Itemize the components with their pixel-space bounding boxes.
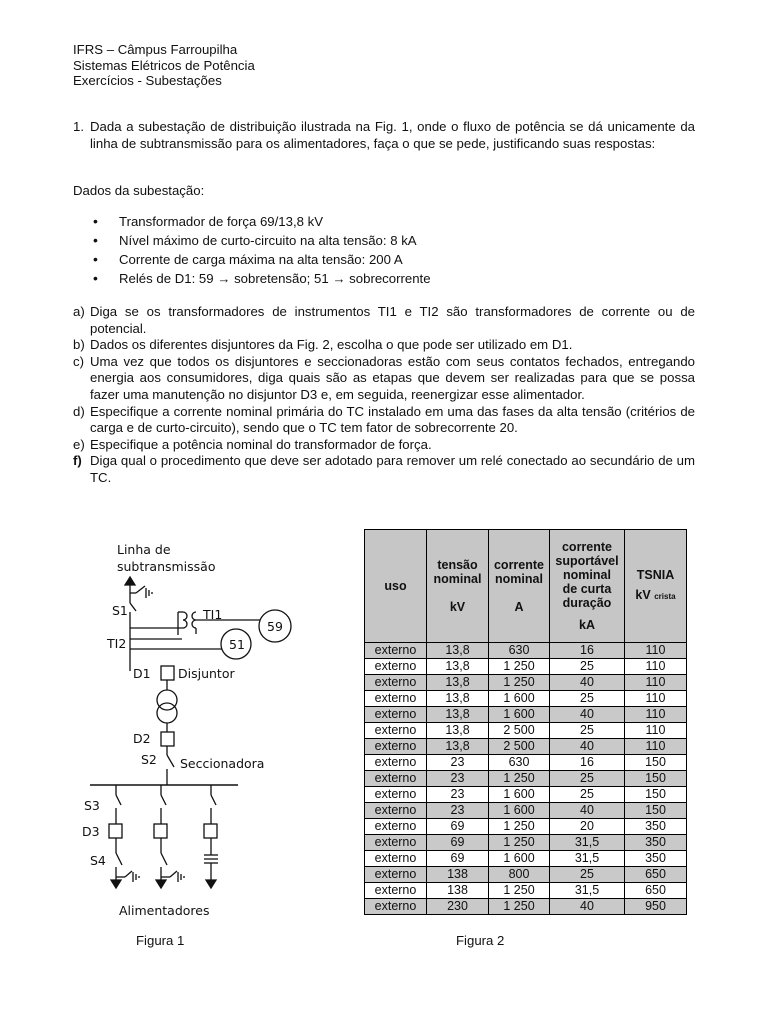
arrow-down-icon: [206, 880, 216, 888]
header-text: nominal: [495, 572, 543, 586]
sub-question-c: [73, 354, 695, 404]
table-cell: externo: [365, 883, 427, 899]
header-text: de curta: [562, 582, 612, 596]
s4-label: S4: [90, 853, 106, 868]
table-row: [365, 723, 687, 739]
table-cell: 23: [427, 771, 489, 787]
d3-label: D3: [82, 824, 100, 839]
arrow-up-icon: [125, 577, 135, 603]
table-cell: externo: [365, 803, 427, 819]
table-cell: externo: [365, 867, 427, 883]
item-label: c): [73, 353, 84, 369]
item-text: Especifique a corrente nominal primária do TC instalado em uma das fases da alta tensão (critérios de carga e de curto-circuito), sendo que o TC tem fator de sobrecorrente 20.: [90, 403, 695, 436]
question-number: 1.: [73, 119, 84, 134]
item-text: Dados os diferentes disjuntores da Fig. 2, escolha o que pode ser utilizado em D1.: [90, 337, 573, 353]
table-cell: externo: [365, 899, 427, 915]
item-label: a): [73, 304, 85, 319]
table-cell: 2 500: [489, 739, 550, 755]
arrow-down-icon: [156, 880, 166, 888]
table-row: [365, 755, 687, 771]
table-cell: externo: [365, 787, 427, 803]
ti2-label: TI2: [107, 636, 127, 651]
list-item: • Nível máximo de curto-circuito na alta tensão: 8 kA: [93, 231, 431, 250]
table-cell: externo: [365, 707, 427, 723]
table-cell: 350: [625, 819, 687, 835]
table-cell: 13,8: [427, 659, 489, 675]
column-header-tensao: [427, 530, 489, 643]
table-cell: externo: [365, 755, 427, 771]
dados-title: Dados da subestação:: [73, 183, 205, 198]
table-cell: 630: [489, 643, 550, 659]
table-cell: externo: [365, 771, 427, 787]
header-uso: uso: [384, 579, 407, 593]
relay-59-label: 59: [267, 619, 283, 634]
table-row: [365, 835, 687, 851]
table-cell: 69: [427, 819, 489, 835]
table-cell: externo: [365, 643, 427, 659]
table-cell: 69: [427, 835, 489, 851]
table-row: [365, 787, 687, 803]
s1-label: S1: [112, 603, 128, 618]
table-cell: 13,8: [427, 691, 489, 707]
table-cell: 110: [625, 723, 687, 739]
table-cell: 13,8: [427, 723, 489, 739]
item-label: f): [73, 453, 82, 469]
header-text: corrente: [561, 540, 613, 554]
table-cell: 110: [625, 659, 687, 675]
item-label: b): [73, 337, 85, 353]
table-cell: 23: [427, 787, 489, 803]
sub-question-b: [73, 337, 695, 354]
document-header: [73, 42, 255, 89]
table-cell: 1 250: [489, 835, 550, 851]
table-cell: 1 250: [489, 675, 550, 691]
table-cell: 110: [625, 691, 687, 707]
instrument-transformer-ti1-icon: [130, 612, 260, 634]
breaker-table: [364, 529, 687, 915]
table-cell: 23: [427, 803, 489, 819]
column-header-corrente: [489, 530, 550, 643]
table-cell: 25: [550, 787, 625, 803]
table-cell: 25: [550, 723, 625, 739]
header-text: nominal: [563, 568, 611, 582]
grounding-switch-icon: [130, 586, 152, 598]
breaker-icon: [204, 824, 217, 838]
disconnect-switch-icon: [167, 755, 174, 785]
table-cell: externo: [365, 835, 427, 851]
arrow-down-icon: [111, 880, 121, 888]
table-row: [365, 771, 687, 787]
table-cell: 13,8: [427, 707, 489, 723]
breaker-d2-icon: [161, 732, 174, 746]
table-cell: 150: [625, 803, 687, 819]
table-cell: 630: [489, 755, 550, 771]
table-row: [365, 659, 687, 675]
list-item: • Transformador de força 69/13,8 kV: [93, 212, 431, 231]
relay-51-label: 51: [229, 637, 245, 652]
table-cell: externo: [365, 675, 427, 691]
table-row: [365, 899, 687, 915]
question-1: [73, 119, 695, 152]
item-text: Diga qual o procedimento que deve ser adotado para remover um relé conectado ao secundário de um TC.: [90, 453, 695, 485]
table-row: [365, 707, 687, 723]
table-cell: 13,8: [427, 643, 489, 659]
table-cell: 110: [625, 707, 687, 723]
header-topic: Exercícios - Subestações: [73, 73, 222, 88]
disconnect-switch-icon: [130, 603, 136, 671]
table-cell: 1 250: [489, 899, 550, 915]
table-row: [365, 867, 687, 883]
sub-question-d: [73, 404, 695, 437]
table-cell: 138: [427, 883, 489, 899]
table-cell: 110: [625, 675, 687, 691]
table-cell: 25: [550, 771, 625, 787]
table-cell: 150: [625, 755, 687, 771]
table-row: [365, 675, 687, 691]
breaker-d3-icon: [109, 824, 122, 838]
line-label-1: Linha de: [117, 542, 171, 557]
table-cell: 2 500: [489, 723, 550, 739]
table-cell: 1 600: [489, 707, 550, 723]
item-label: d): [73, 403, 85, 419]
table-cell: 350: [625, 835, 687, 851]
table-cell: 150: [625, 771, 687, 787]
header-unit: kV: [635, 588, 651, 602]
power-transformer-icon: [157, 690, 177, 723]
table-cell: 1 600: [489, 787, 550, 803]
feeder-1: [109, 785, 139, 888]
table-cell: 800: [489, 867, 550, 883]
table-cell: 69: [427, 851, 489, 867]
table-cell: 40: [550, 739, 625, 755]
header-unit: A: [514, 600, 524, 614]
d1-label: D1: [133, 666, 151, 681]
table-cell: 13,8: [427, 675, 489, 691]
table-cell: 25: [550, 691, 625, 707]
table-cell: 350: [625, 851, 687, 867]
table-cell: 650: [625, 883, 687, 899]
table-cell: 1 250: [489, 771, 550, 787]
column-header-uso: [365, 530, 427, 643]
ti1-label: TI1: [203, 607, 223, 622]
table-cell: externo: [365, 723, 427, 739]
table-cell: 25: [550, 867, 625, 883]
column-header-curta-duracao: [550, 530, 625, 643]
sub-question-e: [73, 437, 695, 454]
s2-label: S2: [141, 752, 157, 767]
table-cell: externo: [365, 819, 427, 835]
seccionadora-label: Seccionadora: [180, 756, 265, 771]
item-text: Uma vez que todos os disjuntores e seccionadoras estão com seus contatos fechados, entregando energia aos consumidores, diga quais são as etapas que devem ser realizadas para que se possa fazer uma manutenção no disjuntor D3 e, em seguida, reenergizar esse alimentador.: [90, 353, 695, 402]
capacitor-icon: [204, 855, 218, 863]
substation-data-list: [93, 212, 431, 288]
table-cell: externo: [365, 851, 427, 867]
table-cell: externo: [365, 691, 427, 707]
item-label: e): [73, 436, 85, 452]
single-line-diagram: [70, 535, 300, 925]
header-text: nominal: [433, 572, 482, 586]
header-text: TSNIA: [636, 568, 675, 582]
breaker-d1-icon: [161, 666, 174, 680]
disjuntor-label: Disjuntor: [178, 666, 235, 681]
line-label-2: subtransmissão: [117, 559, 216, 574]
table-cell: 110: [625, 739, 687, 755]
header-course: Sistemas Elétricos de Potência: [73, 57, 255, 73]
list-item: • Relés de D1: 59 → sobretensão; 51 → sobrecorrente: [93, 269, 431, 288]
figure-1-caption: Figura 1: [136, 933, 185, 948]
item-text: Especifique a potência nominal do transformador de força.: [90, 436, 432, 452]
instrument-transformer-ti2-icon: [130, 639, 222, 649]
table-cell: 1 600: [489, 803, 550, 819]
table-cell: 40: [550, 675, 625, 691]
table-cell: 23: [427, 755, 489, 771]
breaker-icon: [154, 824, 167, 838]
table-cell: externo: [365, 659, 427, 675]
list-item: • Corrente de carga máxima na alta tensão: 200 A: [93, 250, 431, 269]
table-row: [365, 691, 687, 707]
table-cell: 20: [550, 819, 625, 835]
feeder-2: [154, 785, 184, 888]
d2-label: D2: [133, 731, 151, 746]
header-subscript: crista: [654, 592, 676, 601]
table-cell: 230: [427, 899, 489, 915]
table-cell: 1 250: [489, 883, 550, 899]
table-row: [365, 819, 687, 835]
table-row: [365, 883, 687, 899]
header-text: duração: [562, 596, 612, 610]
header-unit: kA: [579, 618, 595, 632]
table-cell: 150: [625, 787, 687, 803]
sub-question-a: [73, 304, 695, 337]
question-text: Dada a subestação de distribuição ilustrada na Fig. 1, onde o fluxo de potência se dá unicamente da linha de subtransmissão para os alimentadores, faça o que se pede, justificando suas respostas:: [90, 119, 695, 151]
table-cell: 40: [550, 899, 625, 915]
sub-question-f: [73, 453, 695, 486]
table-cell: 16: [550, 755, 625, 771]
table-row: [365, 739, 687, 755]
header-unit: kV: [449, 600, 466, 614]
table-cell: 138: [427, 867, 489, 883]
table-cell: 650: [625, 867, 687, 883]
column-header-tsnia: [625, 530, 687, 643]
table-cell: 40: [550, 803, 625, 819]
header-text: corrente: [493, 558, 545, 572]
table-cell: 40: [550, 707, 625, 723]
table-row: [365, 643, 687, 659]
table-cell: 1 600: [489, 851, 550, 867]
table-cell: 1 600: [489, 691, 550, 707]
header-text: tensão: [437, 558, 478, 572]
table-cell: 31,5: [550, 883, 625, 899]
table-cell: 110: [625, 643, 687, 659]
s3-label: S3: [84, 798, 100, 813]
feeder-3: [204, 785, 218, 888]
table-cell: externo: [365, 739, 427, 755]
sub-questions: [73, 304, 695, 487]
breaker-table-container: [364, 529, 687, 915]
table-cell: 950: [625, 899, 687, 915]
table-row: [365, 803, 687, 819]
table-cell: 31,5: [550, 835, 625, 851]
header-institution: IFRS – Câmpus Farroupilha: [73, 42, 238, 57]
alimentadores-label: Alimentadores: [119, 903, 210, 918]
table-cell: 25: [550, 659, 625, 675]
item-text: Diga se os transformadores de instrumentos TI1 e TI2 são transformadores de corrente ou de potencial.: [90, 304, 695, 336]
table-cell: 1 250: [489, 819, 550, 835]
header-text: suportável: [555, 554, 619, 568]
table-cell: 31,5: [550, 851, 625, 867]
table-cell: 16: [550, 643, 625, 659]
table-cell: 1 250: [489, 659, 550, 675]
table-row: [365, 851, 687, 867]
figure-2-caption: Figura 2: [456, 933, 505, 948]
table-cell: 13,8: [427, 739, 489, 755]
